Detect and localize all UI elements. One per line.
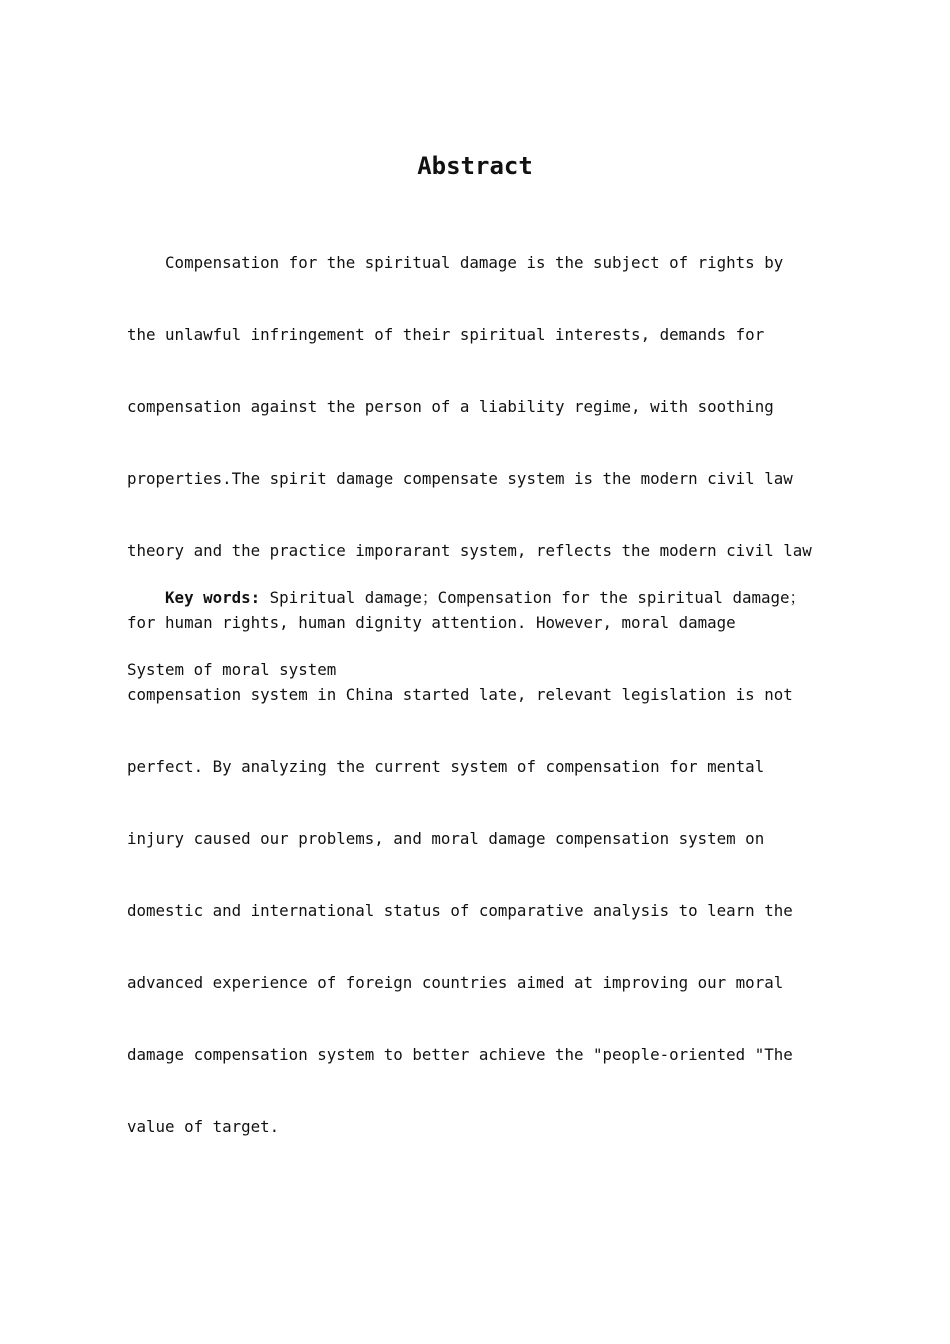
abstract-line: value of target.: [127, 1117, 280, 1136]
abstract-line: perfect. By analyzing the current system of compensation for mental: [127, 757, 765, 776]
abstract-line: for human rights, human dignity attention. However, moral damage: [127, 613, 736, 632]
abstract-line: advanced experience of foreign countries aimed at improving our moral: [127, 973, 784, 992]
abstract-line: theory and the practice imporarant system, reflects the modern civil law: [127, 541, 812, 560]
keywords-text: Spiritual damage；Compensation for the spiritual damage；: [260, 588, 806, 607]
abstract-line: the unlawful infringement of their spiritual interests, demands for: [127, 325, 765, 344]
abstract-line: damage compensation system to better achieve the "people-oriented "The: [127, 1045, 793, 1064]
abstract-line: injury caused our problems, and moral damage compensation system on: [127, 829, 765, 848]
keywords-label: Key words:: [165, 588, 261, 607]
keywords-line: System of moral system: [127, 660, 337, 679]
abstract-line: compensation system in China started late, relevant legislation is not: [127, 685, 793, 704]
abstract-line: Compensation for the spiritual damage is the subject of rights by: [127, 253, 784, 272]
abstract-line: domestic and international status of comparative analysis to learn the: [127, 901, 793, 920]
keywords-section: [127, 538, 827, 730]
abstract-line: properties.The spirit damage compensate system is the modern civil law: [127, 469, 793, 488]
abstract-title: Abstract: [417, 152, 533, 180]
abstract-line: compensation against the person of a liability regime, with soothing: [127, 397, 774, 416]
keywords-line: [127, 586, 827, 610]
